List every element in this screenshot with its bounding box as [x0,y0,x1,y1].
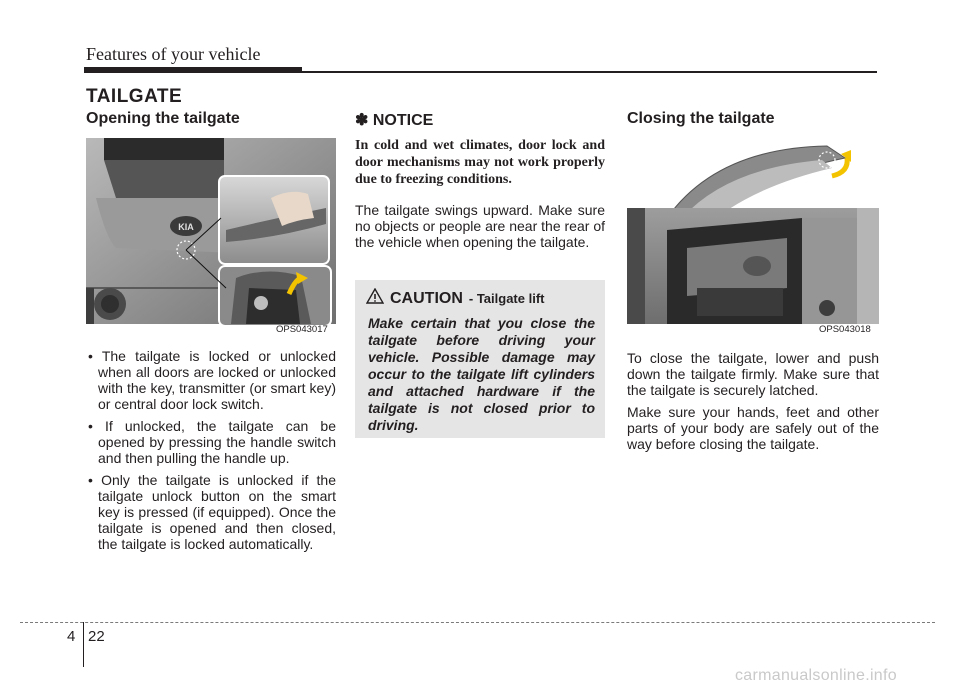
footer-divider [20,622,935,623]
header-rule [302,71,877,73]
notice-text: In cold and wet climates, door lock and door mechanisms may not work properly due to freezing conditions. [355,138,605,187]
closing-figure [627,138,879,336]
closing-heading: Closing the tailgate [627,110,775,127]
left-column [86,110,336,558]
opening-figure-code: OPS043017 [276,324,328,335]
section-title: TAILGATE [86,86,183,107]
header-bar [84,67,302,73]
list-item: • If unlocked, the tailgate can be opened by pressing the handle switch and then pulling the handle up. [86,418,336,466]
caution-header [366,288,595,309]
watermark: carmanualsonline.info [735,667,897,684]
opening-heading: Opening the tailgate [86,110,240,127]
open-tailgate-illustration [627,138,879,336]
opening-bullet-list [86,348,336,552]
closing-paragraph: To close the tailgate, lower and push down the tailgate firmly. Make sure that the tailgate is securely latched. [627,350,879,398]
page-number: 22 [88,628,105,645]
right-column [627,110,879,452]
caution-text: Make certain that you close the tailgate before driving your vehicle. Possible damage may occur to the tailgate lift cylinders and attached hardware if the tailgate is not closed prior to driving. [368,315,595,433]
header-title: Features of your vehicle [86,44,261,64]
closing-figure-code: OPS043018 [819,324,871,335]
caution-label: CAUTION [390,289,463,307]
warning-triangle-icon [366,288,384,309]
opening-figure [86,138,336,336]
safety-paragraph: Make sure your hands, feet and other parts of your body are safely out of the way before closing the tailgate. [627,404,879,452]
caution-box [355,280,605,438]
list-item: • The tailgate is locked or unlocked when all doors are locked or unlocked with the key, transmitter (or smart key) or central door lock switch. [86,348,336,412]
caution-subtitle: - Tailgate lift [468,291,545,306]
footer-separator [83,622,84,667]
middle-column [355,110,605,250]
svg-text:KIA: KIA [178,222,194,232]
chapter-number: 4 [67,628,76,645]
list-item: • Only the tailgate is unlocked if the tailgate unlock button on the smart key is pressed (if equipped). Once the tailgate is opened and then closed, the tailgate is locked automatically. [86,472,336,552]
tailgate-handle-illustration [86,138,336,336]
swing-paragraph: The tailgate swings upward. Make sure no objects or people are near the rear of the vehicle when opening the tailgate. [355,202,605,250]
notice-title: ✽ NOTICE [355,112,434,129]
